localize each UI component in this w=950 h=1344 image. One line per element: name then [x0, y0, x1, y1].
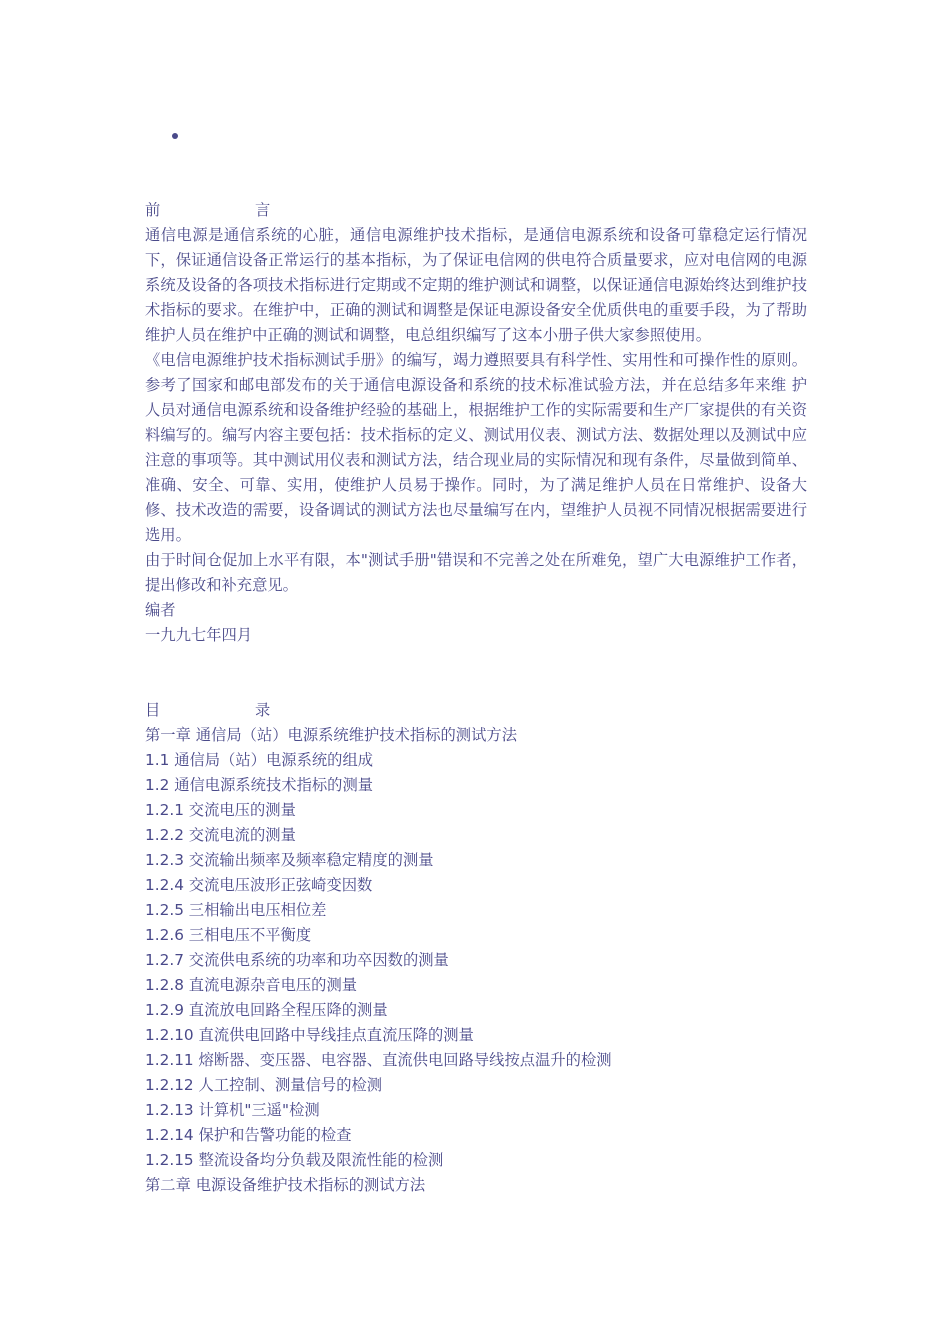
toc-item: 第一章 通信局（站）电源系统维护技术指标的测试方法 [145, 726, 517, 744]
toc-item: 1.2.7 交流供电系统的功率和功卒因数的测量 [145, 951, 449, 969]
preface-paragraph-2: 《电信电源维护技术指标测试手册》的编写，竭力遵照要具有科学性、实用性和可操作性的原则。参考了国家和邮电部发布的关于通信电源设备和系统的技术标准试验方法，并在总结多年来维 护人员对通信电源系统和设备维护经验的基础上，根据维护工作的实际需要和生产厂家提供的有关资料编写的。编写内容主要包括：技术指标的定义、测试用仪表、测试方法、数据处理以及测试中应注意的事项等。其中测试用仪表和测试方法，结合现业局的实际情况和现有条件，尽量做到简单、准确、安全、可靠、实用，使维护人员易于操作。同时，为了满足维护人员在日常维护、设备大修、技术改造的需要，设备调试的测试方法也尽量编写在内，望维护人员视不同情况根据需要进行选用。 [145, 351, 807, 544]
document-content [145, 198, 807, 1198]
toc-item: 1.1 通信局（站）电源系统的组成 [145, 751, 374, 769]
preface-paragraph-1: 通信电源是通信系统的心脏，通信电源维护技术指标，是通信电源系统和设备可靠稳定运行情况下，保证通信设备正常运行的基本指标，为了保证电信网的供电符合质量要求，应对电信网的电源系统及设备的各项技术指标进行定期或不定期的维护测试和调整，以保证通信电源始终达到维护技术指标的要求。在维护中，正确的测试和调整是保证电源设备安全优质供电的重要手段，为了帮助维护人员在维护中正确的测试和调整，电总组织编写了这本小册子供大家参照使用。 [145, 226, 807, 344]
preface-heading-char-2: 言 [255, 201, 271, 219]
toc-heading-char-1: 目 [145, 701, 161, 719]
toc-item: 第二章 电源设备维护技术指标的测试方法 [145, 1176, 426, 1194]
toc-item: 1.2.12 人工控制、测量信号的检测 [145, 1076, 383, 1094]
toc-item: 1.2.15 整流设备均分负载及限流性能的检测 [145, 1151, 444, 1169]
preface-date: 一九九七年四月 [145, 626, 253, 644]
toc-heading [145, 698, 807, 723]
preface-paragraph-3: 由于时间仓促加上水平有限，本"测试手册"错误和不完善之处在所难免，望广大电源维护工作者，提出修改和补充意见。 [145, 551, 807, 594]
toc-heading-char-2: 录 [255, 701, 271, 719]
toc-item: 1.2.13 计算机"三遥"检测 [145, 1101, 320, 1119]
preface-heading-char-1: 前 [145, 201, 161, 219]
bullet-icon [172, 133, 178, 139]
toc-item: 1.2.5 三相输出电压相位差 [145, 901, 327, 919]
toc-item: 1.2.11 熔断器、变压器、电容器、直流供电回路导线按点温升的检测 [145, 1051, 612, 1069]
toc-item: 1.2 通信电源系统技术指标的测量 [145, 776, 374, 794]
toc-item: 1.2.10 直流供电回路中导线挂点直流压降的测量 [145, 1026, 474, 1044]
toc-item: 1.2.6 三相电压不平衡度 [145, 926, 312, 944]
toc-item: 1.2.4 交流电压波形正弦崎变因数 [145, 876, 373, 894]
preface-signature: 编者 [145, 601, 176, 619]
toc-item: 1.2.1 交流电压的测量 [145, 801, 296, 819]
toc-item: 1.2.3 交流输出频率及频率稳定精度的测量 [145, 851, 434, 869]
toc-item: 1.2.8 直流电源杂音电压的测量 [145, 976, 358, 994]
toc-item: 1.2.9 直流放电回路全程压降的测量 [145, 1001, 388, 1019]
toc-item: 1.2.14 保护和告警功能的检查 [145, 1126, 352, 1144]
toc-item: 1.2.2 交流电流的测量 [145, 826, 296, 844]
preface-heading [145, 198, 807, 223]
toc-list [145, 723, 807, 1198]
